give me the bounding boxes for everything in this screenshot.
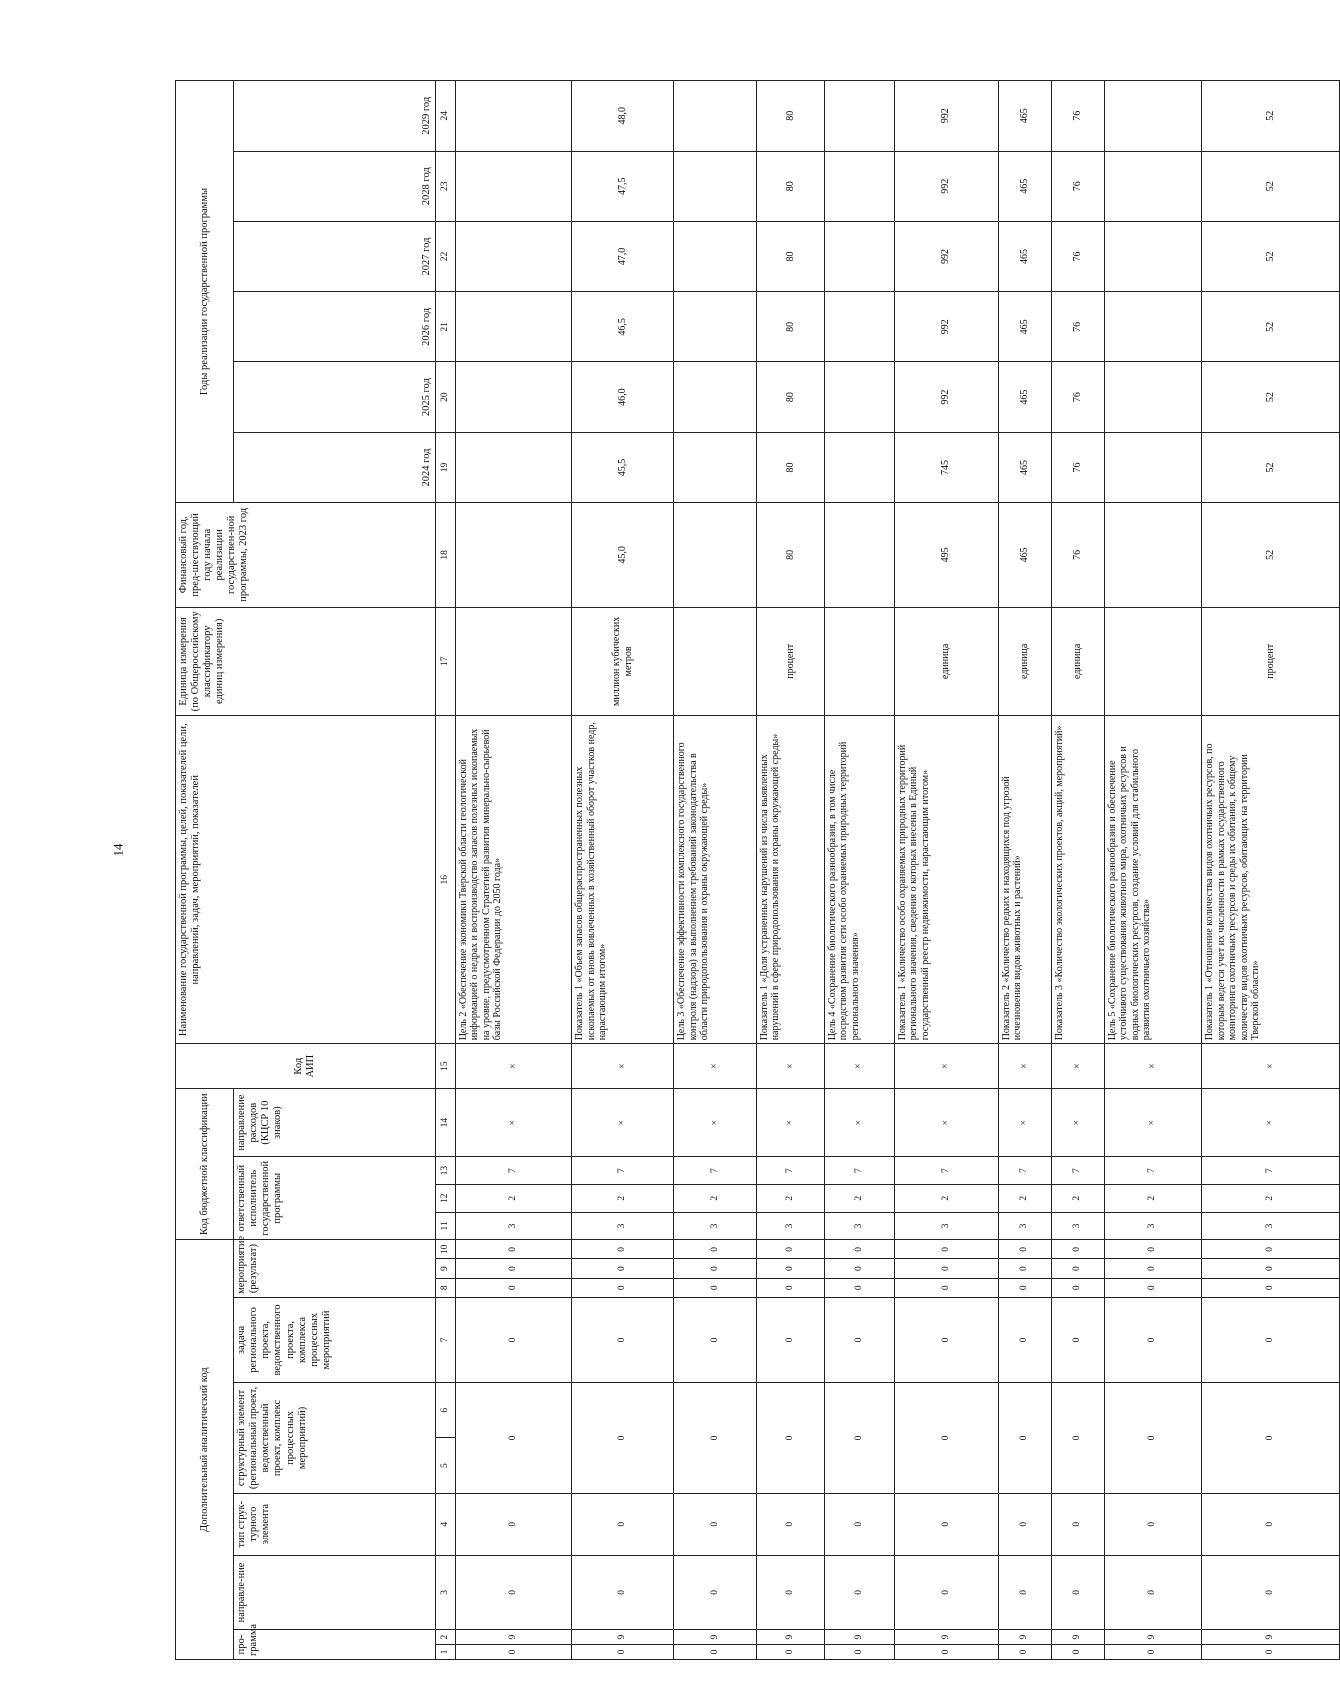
direction-code: 0 — [674, 1555, 757, 1630]
task-code: 0 — [572, 1297, 674, 1382]
program-code-digit: 0 — [756, 1645, 824, 1660]
row-name: Показатель 2 «Количество редких и находящихся под угрозой исчезновения видов животных и растений» — [998, 716, 1051, 1044]
aip-code: × — [1202, 1044, 1340, 1089]
value-2027 — [1104, 221, 1202, 291]
event-code: 0 — [1051, 1259, 1104, 1278]
responsible-code: 3 — [572, 1212, 674, 1240]
value-2027: 80 — [756, 221, 824, 291]
expense-direction: × — [756, 1089, 824, 1157]
value-2025: 992 — [894, 362, 998, 432]
value-2025 — [455, 362, 572, 432]
column-number: 20 — [435, 362, 455, 432]
value-2026: 992 — [894, 292, 998, 362]
task-code: 0 — [998, 1297, 1051, 1382]
event-code: 0 — [455, 1259, 572, 1278]
row-name: Показатель 1 «Количество особо охраняемых природных территорий регионального значения, сведения о которых внесены в Единый государственный реестр недвижимости, нарастающим итогом» — [894, 716, 998, 1044]
row-name: Цель 4 «Сохранение биологического разнообразия, в том числе посредством развития сети особо охраняемых природных территорий регионального значения» — [824, 716, 894, 1044]
event-code: 0 — [1202, 1278, 1340, 1297]
struct-type-code: 0 — [455, 1493, 572, 1555]
struct-type-code: 0 — [824, 1493, 894, 1555]
table-row — [1051, 81, 1104, 1660]
table-row — [572, 81, 674, 1660]
struct-element-code: 0 — [572, 1383, 674, 1494]
header-years-group: Годы реализации государственной программы — [176, 81, 234, 503]
header-year-2029: 2029 год — [234, 81, 435, 152]
responsible-code: 2 — [756, 1184, 824, 1212]
expense-direction: × — [1202, 1089, 1340, 1157]
value-2024: 80 — [756, 432, 824, 502]
value-2024 — [1104, 432, 1202, 502]
header-struct-type: тип струк-турного элемента — [234, 1493, 435, 1555]
table-row — [824, 81, 894, 1660]
value-2029: 80 — [756, 81, 824, 152]
base-year-value: 45,0 — [572, 503, 674, 607]
unit-cell — [824, 607, 894, 716]
expense-direction: × — [894, 1089, 998, 1157]
value-2025 — [674, 362, 757, 432]
direction-code: 0 — [824, 1555, 894, 1630]
header-expense-direction: направление расходов (КЦСР 10 знаков) — [234, 1089, 435, 1157]
event-code: 0 — [1104, 1259, 1202, 1278]
responsible-code: 3 — [1051, 1212, 1104, 1240]
struct-element-code: 0 — [1202, 1383, 1340, 1494]
page-number: 14 — [110, 843, 126, 857]
value-2029: 465 — [998, 81, 1051, 152]
value-2029: 992 — [894, 81, 998, 152]
value-2029 — [824, 81, 894, 152]
responsible-code: 3 — [1104, 1212, 1202, 1240]
value-2024: 52 — [1202, 432, 1340, 502]
aip-code: × — [894, 1044, 998, 1089]
header-year-2026: 2026 год — [234, 292, 435, 362]
event-code: 0 — [894, 1259, 998, 1278]
table-row — [1104, 81, 1202, 1660]
responsible-code: 2 — [1051, 1184, 1104, 1212]
column-number: 9 — [435, 1259, 455, 1278]
responsible-code: 3 — [674, 1212, 757, 1240]
expense-direction: × — [1104, 1089, 1202, 1157]
struct-type-code: 0 — [572, 1493, 674, 1555]
header-budget-classification: Код бюджетной классификации — [176, 1089, 234, 1240]
value-2027: 47,0 — [572, 221, 674, 291]
column-number: 2 — [435, 1630, 455, 1645]
value-2029: 48,0 — [572, 81, 674, 152]
event-code: 0 — [756, 1240, 824, 1259]
header-task: задача регионального проекта, ведомственного проекта, комплекса процессных мероприятий — [234, 1297, 435, 1382]
header-year-2028: 2028 год — [234, 151, 435, 221]
aip-code: × — [998, 1044, 1051, 1089]
program-code-digit: 9 — [1051, 1630, 1104, 1645]
task-code: 0 — [455, 1297, 572, 1382]
unit-cell — [1104, 607, 1202, 716]
direction-code: 0 — [572, 1555, 674, 1630]
base-year-value — [824, 503, 894, 607]
program-code-digit: 9 — [1202, 1630, 1340, 1645]
responsible-code: 7 — [824, 1157, 894, 1185]
value-2027 — [674, 221, 757, 291]
direction-code: 0 — [1104, 1555, 1202, 1630]
struct-element-code: 0 — [1051, 1383, 1104, 1494]
struct-type-code: 0 — [894, 1493, 998, 1555]
task-code: 0 — [824, 1297, 894, 1382]
event-code: 0 — [572, 1278, 674, 1297]
struct-type-code: 0 — [1051, 1493, 1104, 1555]
struct-element-code: 0 — [756, 1383, 824, 1494]
value-2028 — [1104, 151, 1202, 221]
event-code: 0 — [756, 1259, 824, 1278]
event-code: 0 — [455, 1278, 572, 1297]
base-year-value: 495 — [894, 503, 998, 607]
program-indicators-table — [175, 80, 1340, 1660]
value-2029: 76 — [1051, 81, 1104, 152]
value-2028 — [824, 151, 894, 221]
row-name: Показатель 1 «Объем запасов общераспространенных полезных ископаемых от вновь вовлеченных в хозяйственный оборот участков недр, нарастающим итогом» — [572, 716, 674, 1044]
responsible-code: 3 — [1202, 1212, 1340, 1240]
base-year-value: 80 — [756, 503, 824, 607]
struct-element-code: 0 — [824, 1383, 894, 1494]
event-code: 0 — [1051, 1240, 1104, 1259]
value-2024: 45,5 — [572, 432, 674, 502]
responsible-code: 7 — [572, 1157, 674, 1185]
header-event: мероприятие (результат) — [234, 1240, 435, 1298]
aip-code: × — [1104, 1044, 1202, 1089]
column-number: 5 — [435, 1438, 455, 1493]
event-code: 0 — [756, 1278, 824, 1297]
value-2026 — [674, 292, 757, 362]
column-number: 21 — [435, 292, 455, 362]
struct-element-code: 0 — [998, 1383, 1051, 1494]
responsible-code: 2 — [572, 1184, 674, 1212]
direction-code: 0 — [998, 1555, 1051, 1630]
event-code: 0 — [572, 1240, 674, 1259]
base-year-value — [455, 503, 572, 607]
program-code-digit: 0 — [674, 1645, 757, 1660]
responsible-code: 2 — [894, 1184, 998, 1212]
value-2024 — [824, 432, 894, 502]
struct-type-code: 0 — [1202, 1493, 1340, 1555]
column-numbers-row — [435, 81, 455, 1660]
task-code: 0 — [674, 1297, 757, 1382]
base-year-value — [674, 503, 757, 607]
value-2025 — [824, 362, 894, 432]
value-2024: 745 — [894, 432, 998, 502]
program-code-digit: 0 — [1202, 1645, 1340, 1660]
table-row — [756, 81, 824, 1660]
event-code: 0 — [824, 1240, 894, 1259]
value-2026 — [824, 292, 894, 362]
task-code: 0 — [1202, 1297, 1340, 1382]
aip-code: × — [824, 1044, 894, 1089]
value-2028: 52 — [1202, 151, 1340, 221]
aip-code: × — [572, 1044, 674, 1089]
base-year-value: 52 — [1202, 503, 1340, 607]
row-name: Показатель 1 «Отношение количества видов охотничьих ресурсов, по которым ведется учет их численности в рамках государственного мониторинга охотничьих ресурсов и среды их обитания, к общему количеству видов охотничьих ресурсов, обитающих на территории Тверской области» — [1202, 716, 1340, 1044]
value-2027: 465 — [998, 221, 1051, 291]
row-name: Показатель 1 «Доля устраненных нарушений из числа выявленных нарушений в сфере природопользования и охраны окружающей среды» — [756, 716, 824, 1044]
event-code: 0 — [1202, 1240, 1340, 1259]
expense-direction: × — [998, 1089, 1051, 1157]
value-2024 — [455, 432, 572, 502]
unit-cell: миллион кубических метров — [572, 607, 674, 716]
value-2027 — [824, 221, 894, 291]
direction-code: 0 — [894, 1555, 998, 1630]
responsible-code: 2 — [674, 1184, 757, 1212]
event-code: 0 — [1104, 1278, 1202, 1297]
header-year-2024: 2024 год — [234, 432, 435, 502]
header-responsible: ответственный исполнитель государственной программы — [234, 1157, 435, 1240]
value-2028 — [674, 151, 757, 221]
event-code: 0 — [894, 1240, 998, 1259]
responsible-code: 2 — [1202, 1184, 1340, 1212]
column-number: 10 — [435, 1240, 455, 1259]
value-2025: 52 — [1202, 362, 1340, 432]
responsible-code: 7 — [998, 1157, 1051, 1185]
program-code-digit: 9 — [824, 1630, 894, 1645]
column-number: 16 — [435, 716, 455, 1044]
value-2027: 52 — [1202, 221, 1340, 291]
table-row — [894, 81, 998, 1660]
program-code-digit: 9 — [572, 1630, 674, 1645]
direction-code: 0 — [1202, 1555, 1340, 1630]
value-2026: 465 — [998, 292, 1051, 362]
program-code-digit: 9 — [1104, 1630, 1202, 1645]
column-number: 18 — [435, 503, 455, 607]
expense-direction: × — [455, 1089, 572, 1157]
value-2026: 76 — [1051, 292, 1104, 362]
expense-direction: × — [1051, 1089, 1104, 1157]
program-code-digit: 0 — [1051, 1645, 1104, 1660]
event-code: 0 — [674, 1259, 757, 1278]
column-number: 22 — [435, 221, 455, 291]
event-code: 0 — [824, 1278, 894, 1297]
value-2025 — [1104, 362, 1202, 432]
responsible-code: 2 — [824, 1184, 894, 1212]
column-number: 17 — [435, 607, 455, 716]
value-2029 — [1104, 81, 1202, 152]
value-2026: 52 — [1202, 292, 1340, 362]
column-number: 23 — [435, 151, 455, 221]
program-code-digit: 9 — [756, 1630, 824, 1645]
column-number: 7 — [435, 1297, 455, 1382]
table-row — [998, 81, 1051, 1660]
direction-code: 0 — [756, 1555, 824, 1630]
program-code-digit: 9 — [894, 1630, 998, 1645]
aip-code: × — [756, 1044, 824, 1089]
value-2025: 76 — [1051, 362, 1104, 432]
direction-code: 0 — [1051, 1555, 1104, 1630]
unit-cell — [455, 607, 572, 716]
event-code: 0 — [894, 1278, 998, 1297]
task-code: 0 — [1104, 1297, 1202, 1382]
value-2028: 465 — [998, 151, 1051, 221]
value-2026 — [1104, 292, 1202, 362]
event-code: 0 — [998, 1278, 1051, 1297]
value-2028: 80 — [756, 151, 824, 221]
header-year-2027: 2027 год — [234, 221, 435, 291]
header-direction: направле-ние — [234, 1555, 435, 1630]
aip-code: × — [455, 1044, 572, 1089]
struct-element-code: 0 — [674, 1383, 757, 1494]
value-2029: 52 — [1202, 81, 1340, 152]
program-code-digit: 9 — [998, 1630, 1051, 1645]
row-name: Показатель 3 «Количество экологических проектов, акций, мероприятий» — [1051, 716, 1104, 1044]
value-2028: 47,5 — [572, 151, 674, 221]
event-code: 0 — [1104, 1240, 1202, 1259]
event-code: 0 — [674, 1240, 757, 1259]
responsible-code: 7 — [455, 1157, 572, 1185]
aip-code: × — [674, 1044, 757, 1089]
base-year-value: 76 — [1051, 503, 1104, 607]
header-program: про-грамма — [234, 1630, 435, 1660]
task-code: 0 — [1051, 1297, 1104, 1382]
value-2026: 46,5 — [572, 292, 674, 362]
expense-direction: × — [674, 1089, 757, 1157]
struct-element-code: 0 — [1104, 1383, 1202, 1494]
direction-code: 0 — [455, 1555, 572, 1630]
value-2026 — [455, 292, 572, 362]
unit-cell: процент — [1202, 607, 1340, 716]
event-code: 0 — [824, 1259, 894, 1278]
event-code: 0 — [674, 1278, 757, 1297]
responsible-code: 3 — [894, 1212, 998, 1240]
value-2024: 76 — [1051, 432, 1104, 502]
value-2024: 465 — [998, 432, 1051, 502]
program-code-digit: 0 — [824, 1645, 894, 1660]
row-name: Цель 5 «Сохранение биологического разнообразия и обеспечение устойчивого существования животного мира, охотничьих ресурсов и водных биологических ресурсов, создание условий для стабильного развития охотничьего хозяйства» — [1104, 716, 1202, 1044]
column-number: 24 — [435, 81, 455, 152]
value-2025: 46,0 — [572, 362, 674, 432]
value-2028: 76 — [1051, 151, 1104, 221]
value-2026: 80 — [756, 292, 824, 362]
unit-cell: единица — [1051, 607, 1104, 716]
row-name: Цель 2 «Обеспечение экономики Тверской области геологической информацией о недрах и воспроизводство запасов полезных ископаемых на уровне, предусмотренном Стратегией развития минерально-сырьевой базы Российской Федерации до 2050 года» — [455, 716, 572, 1044]
column-number: 14 — [435, 1089, 455, 1157]
task-code: 0 — [894, 1297, 998, 1382]
header-base-year: Финансовый год, пред-шествующий году начала реализации государствен-ной программы, 2023 год — [176, 503, 436, 607]
value-2029 — [674, 81, 757, 152]
responsible-code: 7 — [674, 1157, 757, 1185]
expense-direction: × — [824, 1089, 894, 1157]
header-struct-element: структурный элемент (региональный проект, ведомственный проект, комплекс процессных мероприятий) — [234, 1383, 435, 1494]
program-code-digit: 9 — [674, 1630, 757, 1645]
task-code: 0 — [756, 1297, 824, 1382]
responsible-code: 2 — [998, 1184, 1051, 1212]
header-year-2025: 2025 год — [234, 362, 435, 432]
expense-direction: × — [572, 1089, 674, 1157]
table-row — [455, 81, 572, 1660]
responsible-code: 3 — [998, 1212, 1051, 1240]
column-number: 1 — [435, 1645, 455, 1660]
event-code: 0 — [1051, 1278, 1104, 1297]
program-code-digit: 0 — [455, 1645, 572, 1660]
struct-element-code: 0 — [894, 1383, 998, 1494]
column-number: 15 — [435, 1044, 455, 1089]
column-number: 12 — [435, 1184, 455, 1212]
event-code: 0 — [998, 1259, 1051, 1278]
unit-cell: единица — [894, 607, 998, 716]
struct-type-code: 0 — [756, 1493, 824, 1555]
program-code-digit: 9 — [455, 1630, 572, 1645]
header-aip-code: Код АИП — [176, 1044, 436, 1089]
header-name: Наименование государственной программы, целей, показателей цели, направлений, задач, мероприятий, показателей — [176, 716, 436, 1044]
rotated-page — [175, 80, 1340, 1660]
column-number: 19 — [435, 432, 455, 502]
base-year-value — [1104, 503, 1202, 607]
column-number: 3 — [435, 1555, 455, 1630]
program-code-digit: 0 — [572, 1645, 674, 1660]
column-number: 8 — [435, 1278, 455, 1297]
value-2027: 992 — [894, 221, 998, 291]
value-2024 — [674, 432, 757, 502]
responsible-code: 7 — [1104, 1157, 1202, 1185]
value-2028 — [455, 151, 572, 221]
base-year-value: 465 — [998, 503, 1051, 607]
responsible-code: 3 — [756, 1212, 824, 1240]
value-2027 — [455, 221, 572, 291]
responsible-code: 3 — [824, 1212, 894, 1240]
unit-cell: единица — [998, 607, 1051, 716]
responsible-code: 2 — [455, 1184, 572, 1212]
struct-type-code: 0 — [674, 1493, 757, 1555]
program-code-digit: 0 — [998, 1645, 1051, 1660]
responsible-code: 7 — [1202, 1157, 1340, 1185]
value-2029 — [455, 81, 572, 152]
value-2025: 80 — [756, 362, 824, 432]
responsible-code: 2 — [1104, 1184, 1202, 1212]
event-code: 0 — [455, 1240, 572, 1259]
value-2028: 992 — [894, 151, 998, 221]
struct-element-code: 0 — [455, 1383, 572, 1494]
event-code: 0 — [998, 1240, 1051, 1259]
program-code-digit: 0 — [894, 1645, 998, 1660]
responsible-code: 3 — [455, 1212, 572, 1240]
unit-cell — [674, 607, 757, 716]
row-name: Цель 3 «Обеспечение эффективности комплексного государственного контроля (надзора) за выполнением требований законодательства в области природопользования и охраны окружающей среды» — [674, 716, 757, 1044]
column-number: 6 — [435, 1383, 455, 1438]
struct-type-code: 0 — [998, 1493, 1051, 1555]
value-2025: 465 — [998, 362, 1051, 432]
unit-cell: процент — [756, 607, 824, 716]
value-2027: 76 — [1051, 221, 1104, 291]
responsible-code: 7 — [756, 1157, 824, 1185]
event-code: 0 — [572, 1259, 674, 1278]
table-row — [1202, 81, 1340, 1660]
program-code-digit: 0 — [1104, 1645, 1202, 1660]
header-additional-code: Дополнительный аналитический код — [176, 1240, 234, 1660]
table-row — [674, 81, 757, 1660]
struct-type-code: 0 — [1104, 1493, 1202, 1555]
column-number: 13 — [435, 1157, 455, 1185]
responsible-code: 7 — [894, 1157, 998, 1185]
column-number: 4 — [435, 1493, 455, 1555]
header-unit: Единица измерения (по Общероссийскому классификатору единиц измерения) — [176, 607, 436, 716]
event-code: 0 — [1202, 1259, 1340, 1278]
aip-code: × — [1051, 1044, 1104, 1089]
responsible-code: 7 — [1051, 1157, 1104, 1185]
column-number: 11 — [435, 1212, 455, 1240]
